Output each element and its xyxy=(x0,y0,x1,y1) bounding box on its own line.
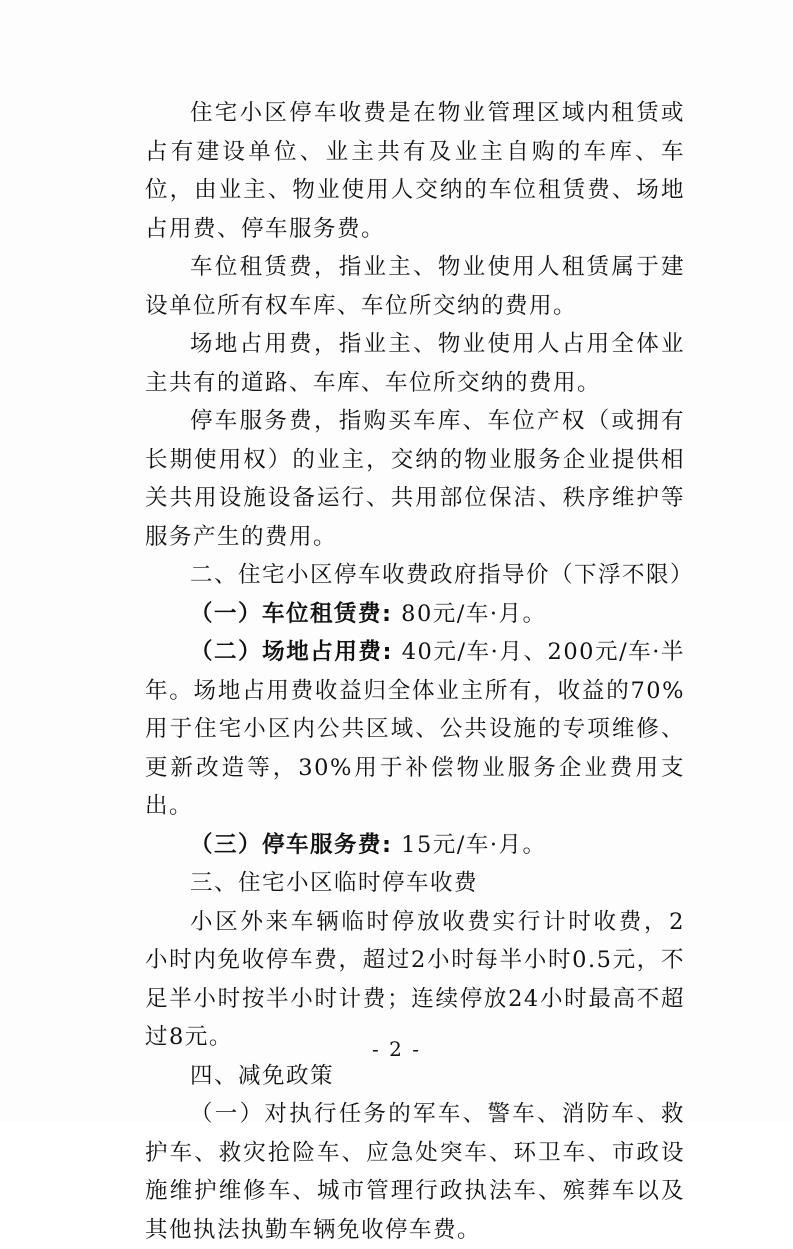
section-heading-3: 三、住宅小区临时停车收费 xyxy=(190,870,479,896)
section-heading-2: 二、住宅小区停车收费政府指导价（下浮不限） xyxy=(190,562,695,588)
section2-item2-text: 40元/车·月、200元/车·半年。场地占用费收益归全体业主所有，收益的70%用于住宅小区内公共区域、公共设施的专项维修、更新改造等，30%用于补偿物业服务企业费用支出。 xyxy=(145,639,685,819)
section4-item1: （一）对执行任务的军车、警车、消防车、救护车、救灾抢险车、应急处突车、环卫车、市政设施维护维修车、城市管理行政执法车、殡葬车以及其他执法执勤车辆免收停车费。 xyxy=(145,1101,685,1243)
section2-item3-text: 15元/车·月。 xyxy=(392,831,547,858)
paragraph-space-rent: 车位租赁费，指业主、物业使用人租赁属于建设单位所有权车库、车位所交纳的费用。 xyxy=(145,254,685,319)
section-heading-4: 四、减免政策 xyxy=(190,1062,335,1089)
page-number: - 2 - xyxy=(372,1037,421,1061)
section2-item1-label: （一）车位租赁费: xyxy=(190,600,393,627)
section3-text: 小区外来车辆临时停放收费实行计时收费，2小时内免收停车费，超过2小时每半小时0.5元，不足半小时按半小时计费；连续停放24小时最高不超过8元。 xyxy=(145,908,685,1050)
paragraph-service-fee: 停车服务费，指购买车库、车位产权（或拥有长期使用权）的业主，交纳的物业服务企业提供相关共用设施设备运行、共用部位保洁、秩序维护等服务产生的费用。 xyxy=(145,408,685,550)
document-body xyxy=(145,94,695,1249)
section2-item2-label: （二）场地占用费: xyxy=(190,639,393,665)
section2-item1-text: 80元/车·月。 xyxy=(392,600,547,627)
section2-item2 xyxy=(145,633,685,826)
section2-item1 xyxy=(145,595,685,634)
section2-item3-label: （三）停车服务费: xyxy=(190,831,393,858)
paragraph-intro: 住宅小区停车收费是在物业管理区域内租赁或占有建设单位、业主共有及业主自购的车库、车位，由业主、物业使用人交纳的车位租赁费、场地占用费、停车服务费。 xyxy=(145,100,685,242)
paragraph-land-use: 场地占用费，指业主、物业使用人占用全体业主共有的道路、车库、车位所交纳的费用。 xyxy=(145,331,685,396)
section2-item3 xyxy=(145,826,685,865)
